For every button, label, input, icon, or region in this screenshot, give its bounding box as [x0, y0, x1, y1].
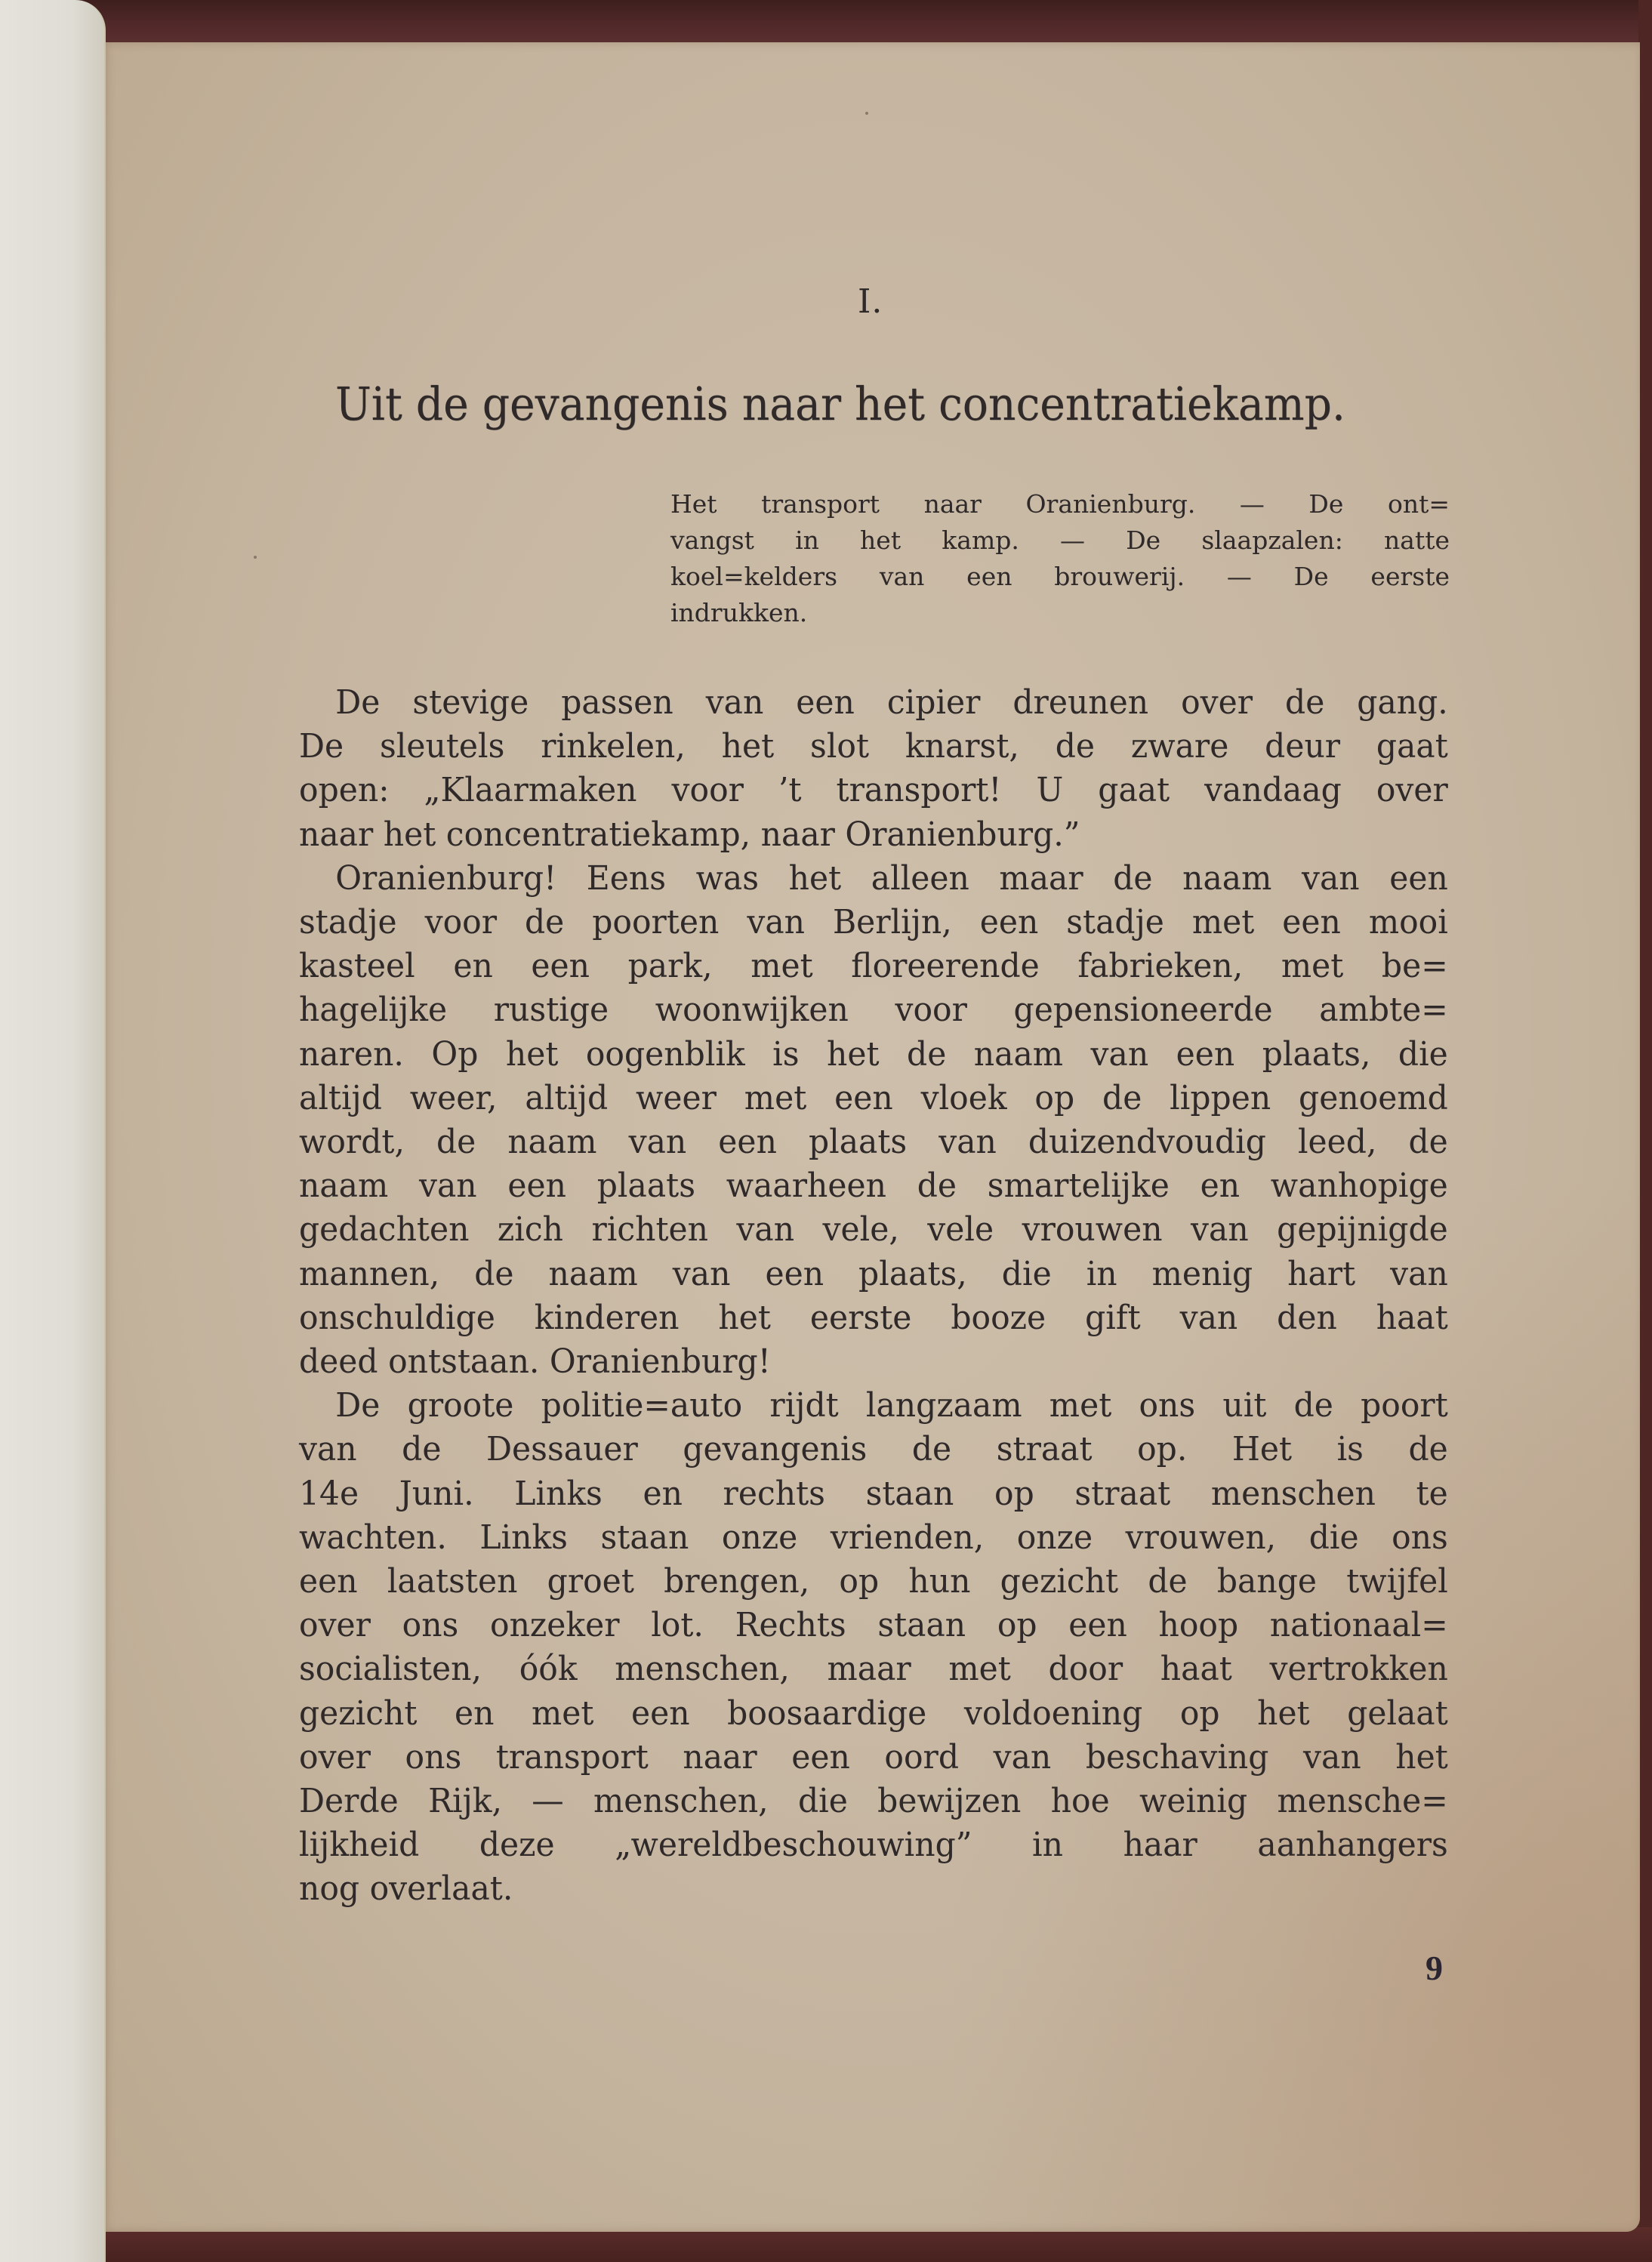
summary-line: Het transport naar Oranienburg. — De ont=: [670, 489, 1450, 519]
paragraph-3-line: gezicht en met een boosaardige voldoening op het gelaat: [299, 1693, 1448, 1733]
wooden-surface-right: [1638, 0, 1652, 2262]
paragraph-2-line: stadje voor de poorten van Berlijn, een stadje met een mooi: [299, 903, 1448, 942]
paragraph-3-line: socialisten, óók menschen, maar met door haat vertrokken: [299, 1650, 1448, 1689]
paragraph-3-line: een laatsten groet brengen, op hun gezicht de bange twijfel: [299, 1562, 1448, 1601]
paragraph-1-line: open: „Klaarmaken voor ’t transport! U gaat vandaag over: [299, 771, 1448, 810]
paragraph-1-line: De stevige passen van een cipier dreunen over de gang.: [335, 683, 1448, 722]
summary-line: koel=kelders van een brouwerij. — De eerste: [670, 562, 1450, 591]
paragraph-2-line: naren. Op het oogenblik is het de naam van een plaats, die: [299, 1034, 1448, 1074]
paragraph-2-line: altijd weer, altijd weer met een vloek op de lippen genoemd: [299, 1078, 1448, 1117]
paragraph-3-line: 14e Juni. Links en rechts staan op straat menschen te: [299, 1474, 1448, 1513]
paper-speck: [865, 112, 868, 115]
paragraph-1-line: naar het concentratiekamp, naar Oranienburg.”: [299, 815, 1080, 854]
paragraph-3-line: over ons transport naar een oord van beschaving van het: [299, 1737, 1448, 1777]
paragraph-1-line: De sleutels rinkelen, het slot knarst, de zware deur gaat: [299, 727, 1448, 766]
paper-speck: [254, 556, 257, 559]
paragraph-2-line: naam van een plaats waarheen de smartelijke en wanhopige: [299, 1166, 1448, 1206]
paragraph-2-line: gedachten zich richten van vele, vele vrouwen van gepijnigde: [299, 1210, 1448, 1250]
chapter-summary: [670, 486, 1450, 631]
paragraph-3-line: De groote politie=auto rijdt langzaam met ons uit de poort: [335, 1386, 1448, 1425]
paragraph-2-line: wordt, de naam van een plaats van duizendvoudig leed, de: [299, 1123, 1448, 1162]
paragraph-2-line: deed ontstaan. Oranienburg!: [299, 1342, 771, 1382]
paragraph-2-line: mannen, de naam van een plaats, die in menig hart van: [299, 1254, 1448, 1293]
page-number: 9: [1425, 1949, 1443, 1987]
paragraph-3-line: lijkheid deze „wereldbeschouwing” in haar aanhangers: [299, 1826, 1448, 1865]
wooden-surface-top: [0, 0, 1652, 44]
wooden-surface-bottom: [0, 2227, 1652, 2262]
paragraph-2-line: hagelijke rustige woonwijken voor gepensioneerde ambte=: [299, 991, 1448, 1030]
body-text: [299, 681, 1448, 1912]
paragraph-2-line: Oranienburg! Eens was het alleen maar de naam van een: [335, 858, 1448, 898]
paragraph-2-line: kasteel en een park, met floreerende fabrieken, met be=: [299, 947, 1448, 986]
chapter-numeral: I.: [858, 282, 883, 321]
summary-line: indrukken.: [670, 598, 808, 627]
left-page-edge: [0, 0, 106, 2262]
summary-line: vangst in het kamp. — De slaapzalen: natte: [670, 525, 1450, 555]
paragraph-3-line: Derde Rijk, — menschen, die bewijzen hoe weinig mensche=: [299, 1782, 1448, 1821]
paragraph-3-line: nog overlaat.: [299, 1869, 513, 1909]
paragraph-3-line: wachten. Links staan onze vrienden, onze vrouwen, die ons: [299, 1518, 1448, 1557]
paragraph-2-line: onschuldige kinderen het eerste booze gift van den haat: [299, 1298, 1448, 1337]
book-page: [103, 42, 1640, 2232]
chapter-title: Uit de gevangenis naar het concentratiekamp.: [335, 378, 1345, 431]
paragraph-3-line: van de Dessauer gevangenis de straat op. Het is de: [299, 1430, 1448, 1469]
paragraph-3-line: over ons onzeker lot. Rechts staan op een hoop nationaal=: [299, 1606, 1448, 1645]
